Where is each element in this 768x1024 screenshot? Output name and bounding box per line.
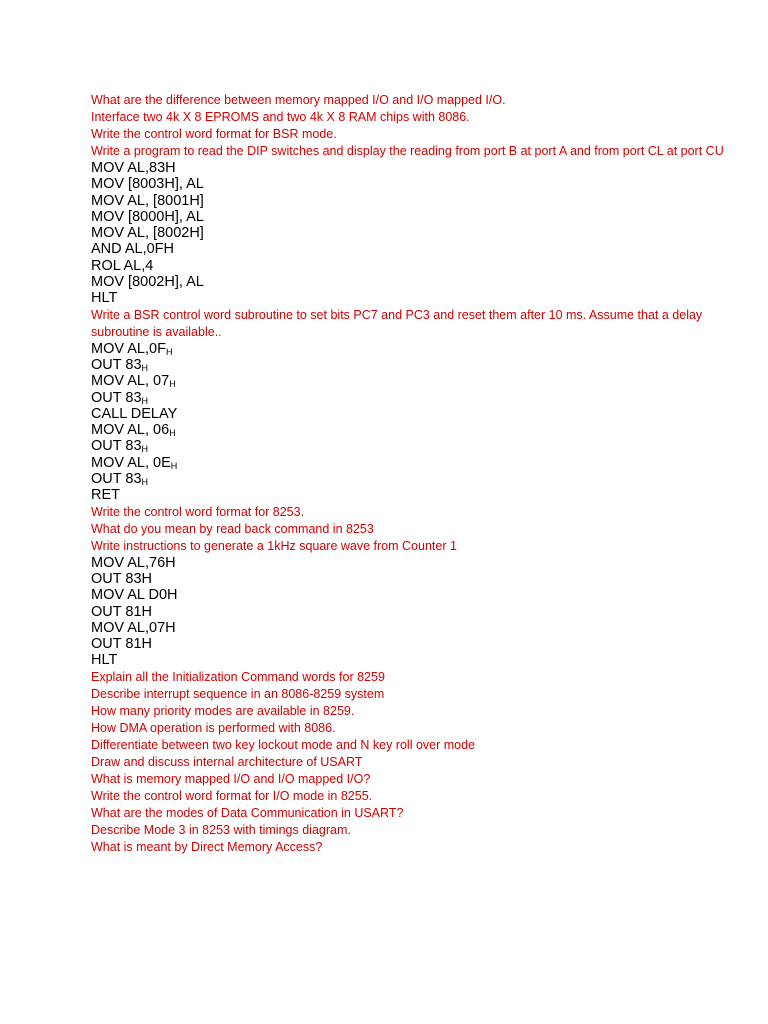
- hex-subscript: H: [141, 362, 149, 373]
- hex-subscript: H: [141, 444, 149, 455]
- code-line: [91, 438, 731, 454]
- line-text: OUT 83: [91, 471, 142, 488]
- line-text: MOV AL, [8001H]: [91, 192, 204, 209]
- line-text: OUT 83: [91, 389, 142, 406]
- code-line: [91, 422, 731, 438]
- line-text: Describe Mode 3 in 8253 with timings diagram.: [91, 822, 351, 837]
- line-text: HLT: [91, 290, 118, 307]
- question-line: [91, 307, 731, 341]
- code-line: [91, 193, 731, 209]
- question-line: [91, 720, 731, 737]
- line-text: MOV AL, 06: [91, 422, 170, 439]
- line-text: AND AL,0FH: [91, 241, 174, 258]
- line-text: OUT 81H: [91, 603, 152, 620]
- code-line: [91, 620, 731, 636]
- line-text: OUT 81H: [91, 636, 152, 653]
- code-line: [91, 636, 731, 652]
- question-line: [91, 669, 731, 686]
- code-line: [91, 604, 731, 620]
- code-line: [91, 487, 731, 503]
- line-text: Write the control word format for I/O mode in 8255.: [91, 788, 373, 803]
- code-line: [91, 390, 731, 406]
- line-text: Write a BSR control word subroutine to set bits PC7 and PC3 and reset them after 10 ms. Assume that a delay subroutine is available..: [91, 307, 703, 339]
- code-line: [91, 455, 731, 471]
- line-text: What are the modes of Data Communication in USART?: [91, 805, 404, 820]
- code-line: [91, 571, 731, 587]
- line-text: Write the control word format for 8253.: [91, 504, 305, 519]
- code-line: [91, 587, 731, 603]
- line-text: Write instructions to generate a 1kHz square wave from Counter 1: [91, 538, 457, 553]
- question-line: [91, 504, 731, 521]
- line-text: Describe interrupt sequence in an 8086-8259 system: [91, 686, 385, 701]
- hex-subscript: H: [165, 346, 173, 357]
- line-text: What are the difference between memory mapped I/O and I/O mapped I/O.: [91, 93, 506, 107]
- line-text: HLT: [91, 652, 118, 669]
- line-text: MOV AL, 07: [91, 373, 170, 390]
- question-line: [91, 703, 731, 720]
- line-text: OUT 83: [91, 356, 142, 373]
- code-line: [91, 373, 731, 389]
- code-line: [91, 290, 731, 306]
- question-line: [91, 686, 731, 703]
- question-line: [91, 771, 731, 788]
- line-text: What do you mean by read back command in 8253: [91, 521, 374, 536]
- question-line: [91, 788, 731, 805]
- line-text: OUT 83H: [91, 570, 152, 587]
- line-text: RET: [91, 487, 120, 504]
- code-line: [91, 471, 731, 487]
- question-line: [91, 109, 731, 126]
- line-text: MOV AL,07H: [91, 619, 176, 636]
- line-text: Draw and discuss internal architecture of USART: [91, 754, 363, 769]
- line-text: OUT 83: [91, 438, 142, 455]
- hex-subscript: H: [141, 395, 149, 406]
- code-line: [91, 176, 731, 192]
- document-body: [91, 92, 731, 856]
- code-line: [91, 341, 731, 357]
- code-line: [91, 160, 731, 176]
- line-text: MOV AL, [8002H]: [91, 225, 204, 242]
- line-text: MOV [8000H], AL: [91, 208, 204, 225]
- code-line: [91, 225, 731, 241]
- line-text: MOV AL,83H: [91, 160, 176, 176]
- line-text: ROL AL,4: [91, 257, 154, 274]
- question-line: [91, 805, 731, 822]
- question-line: [91, 839, 731, 856]
- line-text: MOV AL D0H: [91, 587, 178, 604]
- hex-subscript: H: [170, 460, 178, 471]
- line-text: Explain all the Initialization Command words for 8259: [91, 669, 385, 684]
- hex-subscript: H: [141, 477, 149, 488]
- line-text: MOV AL,76H: [91, 554, 176, 571]
- question-line: [91, 521, 731, 538]
- line-text: How many priority modes are available in 8259.: [91, 703, 355, 718]
- line-text: CALL DELAY: [91, 405, 178, 422]
- code-line: [91, 209, 731, 225]
- hex-subscript: H: [169, 379, 176, 390]
- line-text: MOV [8002H], AL: [91, 274, 204, 291]
- line-text: How DMA operation is performed with 8086.: [91, 720, 336, 735]
- line-text: MOV AL,0F: [91, 340, 166, 357]
- question-line: [91, 754, 731, 771]
- question-line: [91, 822, 731, 839]
- line-text: Differentiate between two key lockout mode and N key roll over mode: [91, 737, 475, 752]
- question-line: [91, 538, 731, 555]
- code-line: [91, 406, 731, 422]
- question-line: [91, 126, 731, 143]
- code-line: [91, 357, 731, 373]
- code-line: [91, 652, 731, 668]
- question-line: [91, 92, 731, 109]
- line-text: MOV [8003H], AL: [91, 176, 204, 193]
- code-line: [91, 258, 731, 274]
- line-text: Write the control word format for BSR mode.: [91, 127, 337, 141]
- line-text: What is memory mapped I/O and I/O mapped I/O?: [91, 771, 371, 786]
- line-text: What is meant by Direct Memory Access?: [91, 839, 323, 854]
- hex-subscript: H: [169, 428, 176, 439]
- question-line: [91, 143, 731, 160]
- code-line: [91, 274, 731, 290]
- line-text: Interface two 4k X 8 EPROMS and two 4k X 8 RAM chips with 8086.: [91, 110, 470, 124]
- line-text: MOV AL, 0E: [91, 454, 171, 471]
- code-line: [91, 241, 731, 257]
- question-line: [91, 737, 731, 754]
- line-text: Write a program to read the DIP switches and display the reading from port B at port A and from port CL at port CU: [91, 144, 724, 158]
- code-line: [91, 555, 731, 571]
